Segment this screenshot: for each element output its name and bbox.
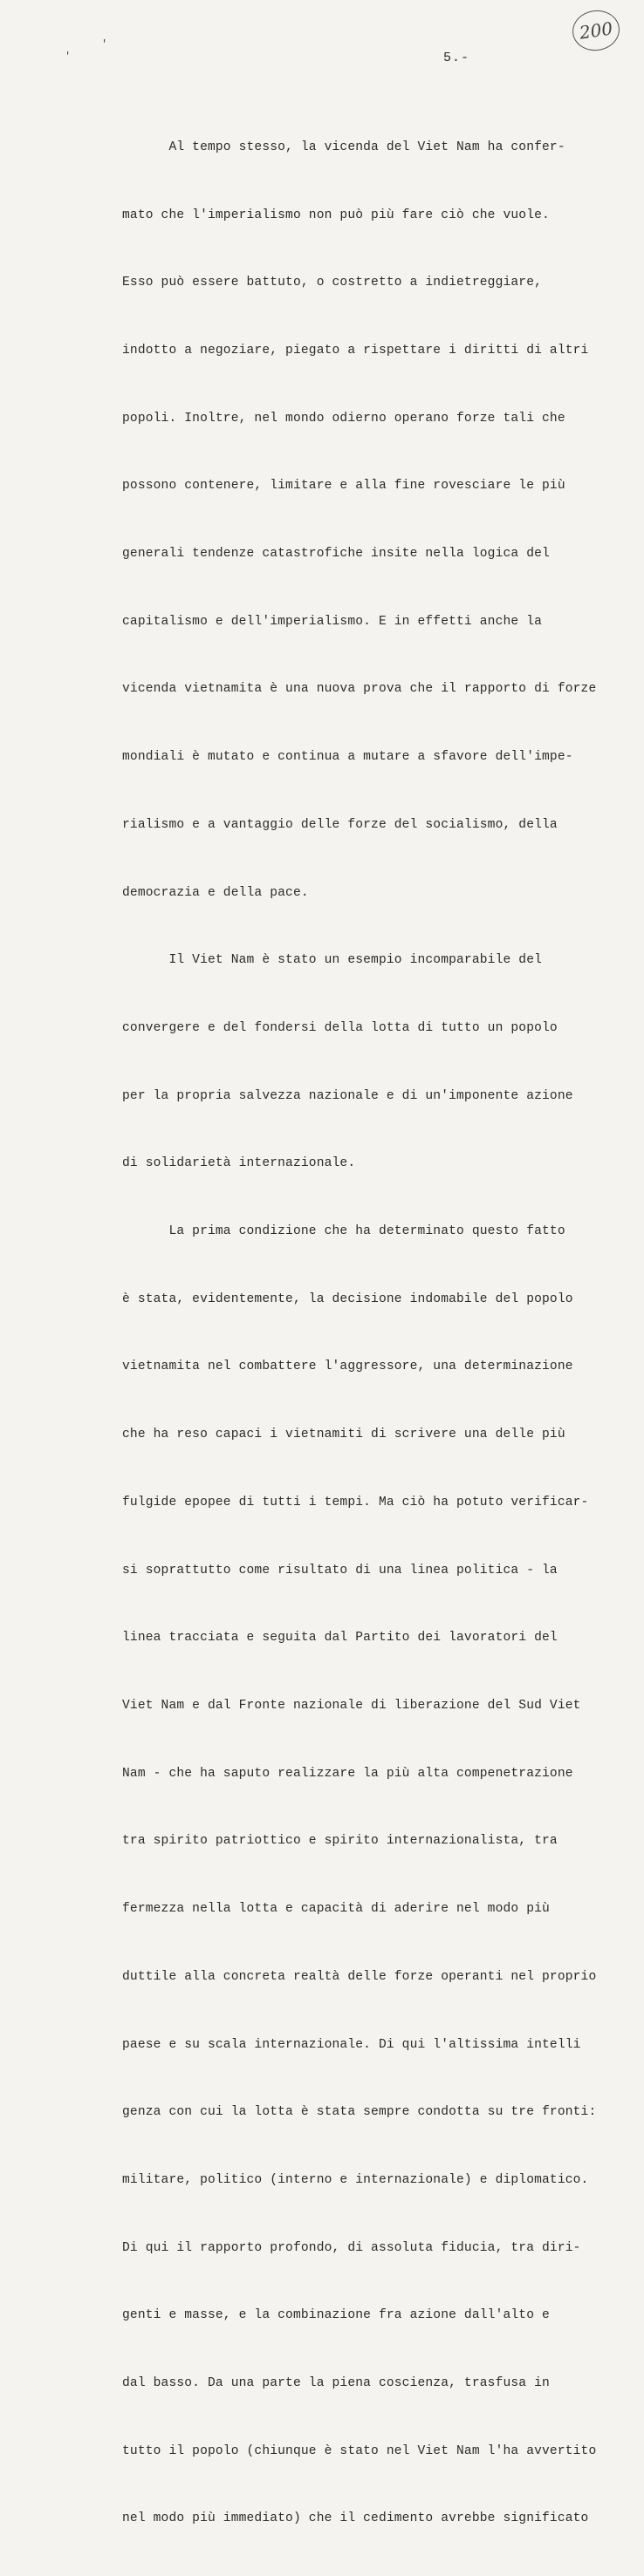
archive-stamp: 200 [570, 7, 622, 53]
text-line: fermezza nella lotta e capacità di aderire nel modo più [122, 1902, 550, 1917]
text-line: Di qui il rapporto profondo, di assoluta fiducia, tra diri- [122, 2240, 581, 2255]
text-line: convergere e del fondersi della lotta di tutto un popolo [122, 1020, 558, 1035]
text-line: Il Viet Nam è stato un esempio incomparabile del [122, 953, 543, 968]
text-line: mato che l'imperialismo non può più fare ciò che vuole. [122, 208, 550, 222]
text-line: nel modo più immediato) che il cedimento avrebbe significato [122, 2511, 589, 2526]
text-line: democrazia e della pace. [122, 885, 309, 900]
text-line: mondiali è mutato e continua a mutare a sfavore dell'impe- [122, 750, 573, 765]
text-line: si soprattutto come risultato di una linea politica - la [122, 1563, 558, 1578]
text-line: Viet Nam e dal Fronte nazionale di liberazione del Sud Viet [122, 1698, 581, 1713]
page-number: 5.- [443, 51, 470, 65]
text-line: vicenda vietnamita è una nuova prova che il rapporto di forze [122, 682, 597, 697]
text-line: Nam - che ha saputo realizzare la più alta compenetrazione [122, 1766, 573, 1781]
text-line: indotto a negoziare, piegato a rispettare i diritti di altri [122, 343, 589, 358]
text-line: è stata, evidentemente, la decisione indomabile del popolo [122, 1291, 573, 1306]
text-line: rialismo e a vantaggio delle forze del socialismo, della [122, 817, 558, 832]
text-line: che ha reso capaci i vietnamiti di scrivere una delle più [122, 1428, 565, 1442]
text-line: di solidarietà internazionale. [122, 1156, 356, 1171]
text-line: La prima condizione che ha determinato questo fatto [122, 1224, 565, 1239]
text-line: linea tracciata e seguita dal Partito dei lavoratori del [122, 1631, 558, 1646]
text-line: tra spirito patriottico e spirito internazionalista, tra [122, 1834, 558, 1849]
text-line: popoli. Inoltre, nel mondo odierno operano forze tali che [122, 411, 565, 426]
body-text [122, 92, 597, 2576]
margin-mark: ' [65, 51, 72, 63]
margin-mark: ' [101, 38, 108, 51]
text-line: genza con cui la lotta è stata sempre condotta su tre fronti: [122, 2105, 597, 2120]
text-line: tutto il popolo (chiunque è stato nel Viet Nam l'ha avvertito [122, 2443, 597, 2458]
text-line: fulgide epopee di tutti i tempi. Ma ciò ha potuto verificar- [122, 1495, 589, 1509]
text-line: possono contenere, limitare e alla fine rovesciare le più [122, 479, 565, 494]
text-line: militare, politico (interno e internazionale) e diplomatico. [122, 2172, 589, 2187]
text-line: Esso può essere battuto, o costretto a indietreggiare, [122, 276, 543, 290]
text-line: Al tempo stesso, la vicenda del Viet Nam ha confer- [122, 140, 565, 154]
text-line: paese e su scala internazionale. Di qui l'altissima intelli [122, 2037, 581, 2052]
text-line: generali tendenze catastrofiche insite nella logica del [122, 547, 550, 562]
text-line: dal basso. Da una parte la piena coscienza, trasfusa in [122, 2376, 550, 2391]
text-line: per la propria salvezza nazionale e di un'imponente azione [122, 1088, 573, 1103]
text-line: genti e masse, e la combinazione fra azione dall'alto e [122, 2308, 550, 2323]
text-line: vietnamita nel combattere l'aggressore, una determinazione [122, 1360, 573, 1374]
text-line: capitalismo e dell'imperialismo. E in effetti anche la [122, 614, 543, 629]
text-line: duttile alla concreta realtà delle forze operanti nel proprio [122, 1969, 597, 1984]
